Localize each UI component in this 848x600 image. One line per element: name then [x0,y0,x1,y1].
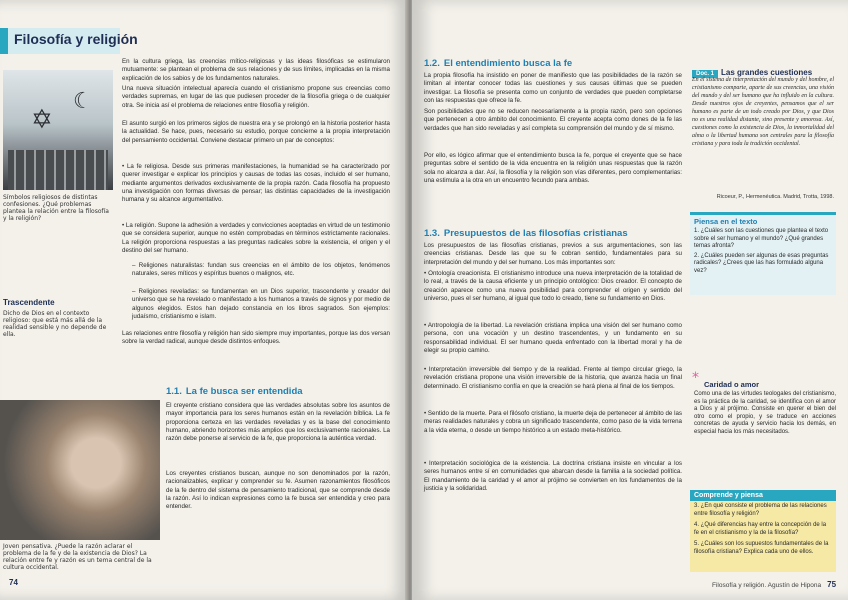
caridad-box [692,370,836,437]
caridad-text: Como una de las virtudes teologales del cristianismo, es la práctica de la caridad, se identifica con el amor a Dios y al prójimo. Consiste en querer el bien del otro como el propio, y se traduce en acciones concretas de ayuda y servicio hacia los demás, en especial hacia los más necesitados. [694,391,836,435]
right-footer [712,580,836,589]
section-1-2-p1: La propia filosofía ha insistido en poner de manifiesto que las posibilidades de la razón se limitan al intentar conocer todas las cuestiones y sus causas últimas que se pueden investigar. La filosofía se presenta como un conjunto de verdades que pueden completarse con las respuestas que ofrece la fe. [424,72,682,104]
fence [8,150,108,190]
doc-quote: En el sistema de interpretación del mundo y del hombre, el cristianismo comparte, aparte de sus creencias, una visión del mundo y del ser humano que ha influido en la cultura. Desde nuestros ojos de creyentes, pensamos que el ser humano es parte de un todo creado por Dios, y que Dios no es una realidad distante, sino presente y amorosa. Así, cuestiones como la existencia de Dios, la inmortalidad del alma o la libertad humana son centrales para la filosofía cristiana y para toda la tradición occidental. [692,77,834,147]
bullet-religion: • La religión. Supone la adhesión a verdades y convicciones aceptadas en virtud de un testimonio que se considera superior, aunque no estén comprobadas en términos estrictamente racionales. La religión proporciona respuestas a las preguntas radicales sobre la existencia, el origen y el destino del ser humano. [122,222,390,254]
left-page-number: 74 [9,578,18,587]
think-heading: Piensa en el texto [694,217,758,226]
chapter-title: Filosofía y religión [14,31,138,47]
bullet-muerte: • Sentido de la muerte. Para el filósofo cristiano, la muerte deja de pertenecer al ámbito de las meras realidades naturales y cobra un significado trascendente, como paso de la vida terrena a la vida eterna, o desde un tiempo histórico a un estado meta-histórico. [424,410,682,434]
chapter-title-bar [0,28,138,54]
comprende-q4: 4. ¿Qué diferencias hay entre la concepción de la fe en el cristianismo y la de la filosofía? [694,522,827,536]
section-1-1-heading [166,386,303,397]
comprende-q5: 5. ¿Cuáles son los supuestos fundamentales de la filosofía cristiana? Explica cada uno de ellos. [694,541,829,555]
section-1-1-text: El creyente cristiano considera que las verdades absolutas sobre los asuntos de mayor importancia para los seres humanos están en la revelación bíblica. La fe proporciona certeza en las verdades reveladas y es la base del conocimiento humano, abriendo horizontes más amplios que los exclusivamente racionales. La razón debe ponerse al servicio de la fe, que proporciona la auténtica verdad. [166,402,390,443]
doc-tag: Doc. 1 [692,70,718,78]
sub-religiones-naturalistas: – Religiones naturalistas: fundan sus creencias en el ámbito de los objetos, fenómenos naturales, seres míticos y espíritus buenos o malignos, etc. [132,262,390,278]
caption-top-photo: Símbolos religiosos de distintas confesiones. ¿Qué problemas plantea la relación entre la filosofía y la religión? [3,194,109,222]
star-of-david-icon: ✡ [31,105,53,135]
left-page [0,0,410,600]
crescent-icon: ☾ [73,89,93,114]
title-accent-stripe [0,28,8,54]
thinking-woman-photo [0,400,160,540]
think-box [690,212,836,295]
bullet-antropologia: • Antropología de la libertad. La revelación cristiana implica una visión del ser humano como persona, con una vocación y un destino trascendentes, y un fundamento en su responsabilidad individual. El ser humano queda enfrentado con la libertad moral y ha de elegir su propio camino. [424,322,682,354]
section-1-1-text-2: Los creyentes cristianos buscan, aunque no son denominados por la razón, racionalizables, explicar y comprender su fe. Asumen razonamientos filosóficos de la fe dentro del sistema de pensamiento tradicional, que se comprende desde la razón. Así lo indican expresiones como la fe busca ser entendida y creo para entender. [166,470,390,511]
bullet-ontologia: • Ontología creacionista. El cristianismo introduce una nueva interpretación de la totalidad de lo real, a través de la causa eficiente y un principio ontológico: Dios creador. El concepto de creación aparece como una nueva posibilidad para comprender el origen y sentido del universo, pues el ser humano, al igual que todo lo creado, tiene su fundamento en Dios. [424,270,682,302]
section-1-2-heading: 1.2. El entendimiento busca la fe [424,58,573,69]
right-page [412,0,848,600]
bullet-tiempo: • Interpretación irreversible del tiempo y de la realidad. Frente al tiempo circular griego, la revelación cristiana propone una visión irreversible de la historia, que avanza hacia un final determinado. El cristianismo confía en que la creación se hará plena al final de los tiempos. [424,366,682,390]
section-1-3-intro: Los presupuestos de las filosofías cristianas, previos a sus argumentaciones, son las creencias cristianas. Desde las que su fe cobran sentido, fundamentales para su interpretación del mundo y del ser humano. Los más importantes son: [424,242,682,266]
comprende-q3: 3. ¿En qué consiste el problema de las relaciones entre filosofía y religión? [694,503,827,517]
symbols-illustration [3,70,113,190]
doc-title: Las grandes cuestiones [721,68,813,77]
glossary-heading: Trascendente [3,298,55,307]
bullet-fe-religiosa: • La fe religiosa. Desde sus primeras manifestaciones, la humanidad se ha caracterizado por querer investigar e explicar los principios y causas de todas las cosas, incluido el ser humano, mediante argumentos derivados exclusivamente de la propia razón. Cada filosofía ha propuesto una investigación con formas diversas de pensar; las distintas capacidades de la investigación humana y su alcance argumentativo. [122,163,390,204]
footer-text: Filosofía y religión. Agustín de Hipona [712,582,822,589]
section-1-2-p3: Por ello, es lógico afirmar que el entendimiento busca la fe, porque el creyente que se hace preguntas sobre el sentido de la vida encuentra en la religión unas respuestas que la razón sola no alcanza a dar. Así, la filosofía y la religión son vías diferentes, pero complementarias: una estimula a la otra en un encuentro fecundo para ambas. [424,152,682,184]
section-1-3-heading: 1.3. Presupuestos de las filosofías cristianas [424,228,628,239]
paragraph-2: Una nueva situación intelectual aparecía cuando el cristianismo propone sus creencias como verdades supremas, en lugar de las que pudiesen proceder de la filosofía griega o de cualquier otra. Se inicia así el problema de relaciones entre filosofía y religión. [122,85,390,109]
think-question-1: 1. ¿Cuáles son las cuestiones que plantea el texto sobre el ser humano y el mundo? ¿Qué grandes temas afronta? [694,228,829,250]
asterisk-icon: * [692,370,699,386]
relations-paragraph: Las relaciones entre filosofía y religión han sido siempre muy importantes, porque las dos versan sobre la verdad radical, aunque desde distintos enfoques. [122,330,390,346]
caption-bottom-photo: Joven pensativa. ¿Puede la razón aclarar el problema de la fe y de la existencia de Dios? La relación entre fe y razón es un tema central de la cultura occidental. [3,543,152,571]
section-title: La fe busca ser entendida [185,386,303,397]
religious-symbols-photo [3,70,113,190]
section-1-2-p2: Son posibilidades que no se reducen necesariamente a la propia razón, pero son opciones que pertenecen a otro ámbito del conocimiento. El creyente acepta como dones de la fe las verdades que han sido reveladas y así completa su comprensión del mundo y de sí mismo. [424,108,682,132]
doc-credit: Ricoeur, P., Hermenéutica. Madrid, Trotta, 1998. [716,194,834,200]
comprende-box [690,490,836,572]
paragraph-3: El asunto surgió en los primeros siglos de nuestra era y se prolongó en la historia posterior hasta la actualidad. Se hace, pues, necesario su estudio, porque concierne a la propia interpretación del pensamiento occidental. Conviene destacar primero un par de conceptos: [122,120,390,144]
caridad-heading: Caridad o amor [704,380,760,389]
think-question-2: 2. ¿Cuáles pueden ser algunas de esas preguntas radicales? ¿Crees que las has formulado alguna vez? [694,252,829,274]
comprende-heading: Comprende y piensa [690,490,836,501]
glossary-text: Dicho de Dios en el contexto religioso: que está más allá de la realidad sensible y no depende de ella. [3,310,107,338]
intro-paragraph: En la cultura griega, las creencias mítico-religiosas y las ideas filosóficas se estimularon mutuamente: se plantean el problema de sus relaciones y de sus límites, implicadas en la misma explicación de los sabios y de los fundamentos naturales. [122,58,390,82]
section-number: 1.1. [166,386,182,397]
sub-religiones-reveladas: – Religiones reveladas: se fundamentan en un Dios superior, trascendente y creador del universo que se ha revelado o manifestado a los humanos a través de signos y por medio de algunos elegidos. Estos han dejado constancia en los libros sagrados. Son ejemplos: judaísmo, cristianismo e islam. [132,288,390,320]
doc-heading [692,60,842,77]
right-page-number: 75 [827,580,837,589]
bullet-sociologica: • Interpretación sociológica de la existencia. La doctrina cristiana insiste en vincular a los seres humanos entre sí en comunidades que abarcan desde la familia a la sociedad política. El mandamiento de la caridad y el amor al prójimo se convierten en los fundamentos de la justicia y la solidaridad. [424,460,682,492]
